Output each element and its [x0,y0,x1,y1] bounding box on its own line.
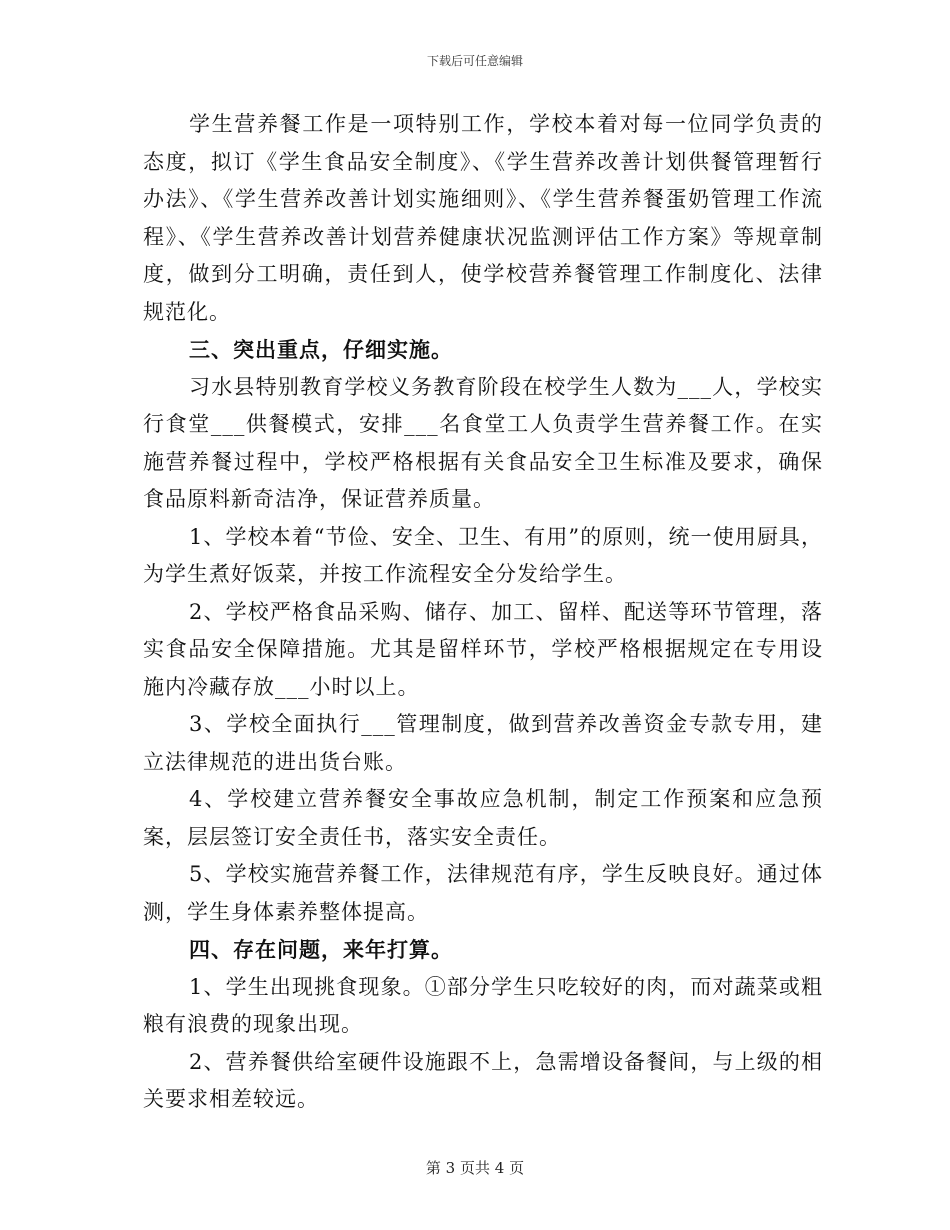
problem-item-1: 1、学生出现挑食现象。①部分学生只吃较好的肉，而对蔬菜或粗粮有浪费的现象出现。 [143,974,823,1036]
section-heading-3: 三、突出重点，仔细实施。 [189,337,453,362]
problem-item-2: 2、营养餐供给室硬件设施跟不上，急需增设备餐间，与上级的相关要求相差较远。 [143,1049,823,1111]
list-item-2: 2、学校严格食品采购、储存、加工、留样、配送等环节管理，落实食品安全保障措施。尤其是留样环节，学校严格根据规定在专用设施内冷藏存放___小时以上。 [143,599,823,699]
page-header: 下载后可任意编辑 [426,54,523,68]
paragraph-intro: 学生营养餐工作是一项特别工作，学校本着对每一位同学负责的态度，拟订《学生食品安全制度》、《学生营养改善计划供餐管理暂行办法》、《学生营养改善计划实施细则》、《学生营养餐蛋奶管理工作流程》、《学生营养改善计划营养健康状况监测评估工作方案》等规章制度，做到分工明确，责任到人，使学校营养餐管理工作制度化、法律规范化。 [143,112,823,324]
list-item-3: 3、学校全面执行___管理制度，做到营养改善资金专款专用，建立法律规范的进出货台账。 [143,712,823,774]
list-item-4: 4、学校建立营养餐安全事故应急机制，制定工作预案和应急预案，层层签订安全责任书，落实安全责任。 [143,787,823,849]
section-heading-4: 四、存在问题，来年打算。 [189,937,453,962]
document-body [143,106,823,1119]
paragraph-implementation: 习水县特别教育学校义务教育阶段在校学生人数为___人，学校实行食堂___供餐模式，安排___名食堂工人负责学生营养餐工作。在实施营养餐过程中，学校严格根据有关食品安全卫生标准及要求，确保食品原料新奇洁净，保证营养质量。 [143,374,823,511]
page-footer: 第 3 页共 4 页 [425,1159,525,1177]
list-item-1: 1、学校本着“节俭、安全、卫生、有用”的原则，统一使用厨具，为学生煮好饭菜，并按工作流程安全分发给学生。 [143,524,823,586]
list-item-5: 5、学校实施营养餐工作，法律规范有序，学生反映良好。通过体测，学生身体素养整体提高。 [143,862,823,924]
